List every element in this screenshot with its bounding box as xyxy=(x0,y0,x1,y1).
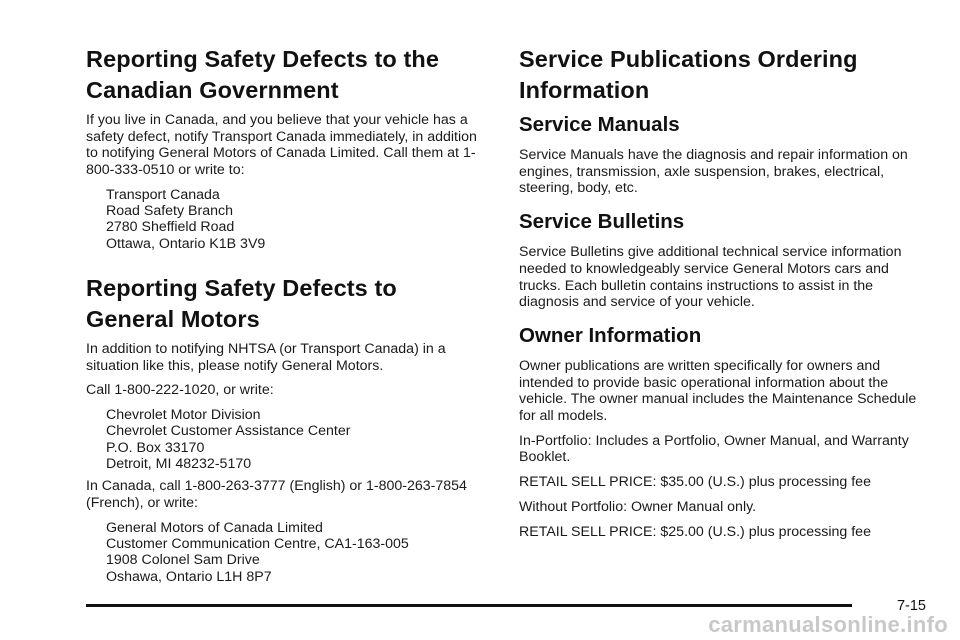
address-line: Road Safety Branch xyxy=(106,203,233,220)
left-column xyxy=(86,44,486,591)
paragraph-without-portfolio: Without Portfolio: Owner Manual only. xyxy=(519,498,757,515)
paragraph-service-bulletins: Service Bulletins give additional technical service information needed to knowledgeably service General Motors cars and trucks. Each bulletin contains instructions to assist in the diagnosis and service of your vehicle. xyxy=(519,244,902,311)
paragraph-in-portfolio: In-Portfolio: Includes a Portfolio, Owner Manual, and Warranty Booklet. xyxy=(519,432,909,466)
paragraph-canada-call: In Canada, call 1-800-263-3777 (English) or 1-800-263-7854 (French), or write: xyxy=(86,478,467,511)
paragraph-price-without: RETAIL SELL PRICE: $25.00 (U.S.) plus processing fee xyxy=(519,523,871,540)
heading-general-motors: Reporting Safety Defects to General Motors xyxy=(86,275,397,332)
paragraph-service-manuals: Service Manuals have the diagnosis and repair information on engines, transmission, axle suspension, brakes, electrical, steering, body, etc. xyxy=(519,147,908,197)
paragraph-gm-call: Call 1-800-222-1020, or write: xyxy=(86,382,274,399)
paragraph-owner-info: Owner publications are written specifically for owners and intended to provide basic operational information about the vehicle. The owner manual includes the Maintenance Schedule for all models. xyxy=(519,357,917,425)
address-line: 2780 Sheffield Road xyxy=(106,219,235,236)
footer-rule xyxy=(86,604,852,607)
heading-service-publications: Service Publications Ordering Information xyxy=(519,46,858,103)
address-line: Detroit, MI 48232-5170 xyxy=(106,456,252,472)
address-line: General Motors of Canada Limited xyxy=(106,519,323,536)
right-column xyxy=(519,44,929,548)
address-gm-canada xyxy=(86,520,486,585)
watermark-logo: carmanualsonline.info xyxy=(708,612,948,637)
address-line: Oshawa, Ontario L1H 8P7 xyxy=(106,568,272,585)
page-number: 7-15 xyxy=(896,598,926,614)
paragraph-gm-intro: In addition to notifying NHTSA (or Transport Canada) in a situation like this, please notify General Motors. xyxy=(86,341,446,374)
address-line: Chevrolet Customer Assistance Center xyxy=(106,423,351,440)
address-line: Chevrolet Motor Division xyxy=(106,407,261,424)
paragraph-price-portfolio: RETAIL SELL PRICE: $35.00 (U.S.) plus processing fee xyxy=(519,474,871,491)
address-line: 1908 Colonel Sam Drive xyxy=(106,552,260,569)
address-line: Customer Communication Centre, CA1-163-005 xyxy=(106,536,409,552)
address-chevrolet xyxy=(86,407,486,472)
address-line: P.O. Box 33170 xyxy=(106,439,205,456)
heading-service-manuals: Service Manuals xyxy=(519,113,680,136)
address-line: Ottawa, Ontario K1B 3V9 xyxy=(106,235,266,252)
paragraph-canada-intro: If you live in Canada, and you believe that your vehicle has a safety defect, notify Transport Canada immediately, in addition to notifying General Motors of Canada Limited. Call them at 1-800-333-0510 or write to: xyxy=(86,112,477,179)
address-line: Transport Canada xyxy=(106,186,220,203)
address-transport-canada xyxy=(86,187,486,252)
heading-service-bulletins: Service Bulletins xyxy=(519,210,685,234)
heading-owner-information: Owner Information xyxy=(519,323,702,347)
heading-canadian-government: Reporting Safety Defects to the Canadian Government xyxy=(86,46,440,103)
